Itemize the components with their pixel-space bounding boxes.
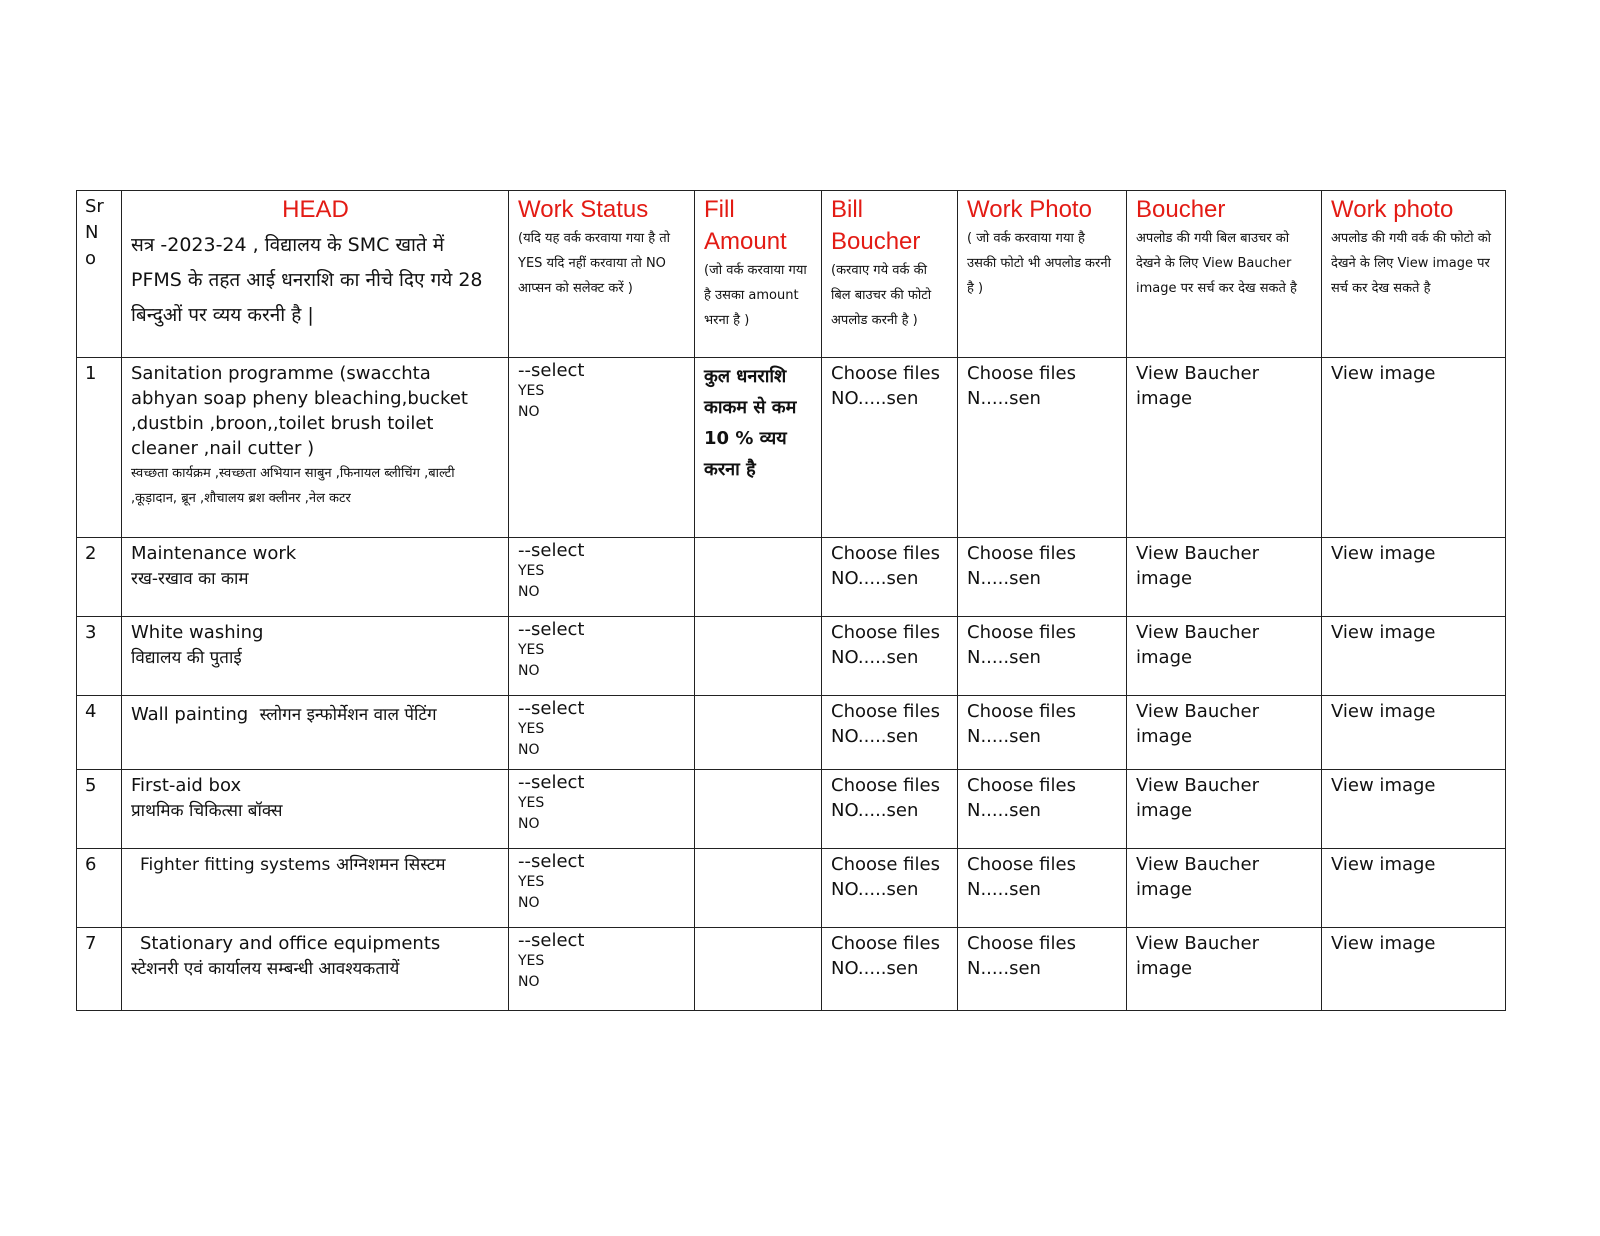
photo-upload[interactable] (958, 928, 1127, 1011)
no-file-label: N.....sen (967, 879, 1041, 900)
amount-cell[interactable] (695, 770, 822, 849)
choose-files-button[interactable]: Choose files (967, 854, 1076, 875)
head-title: HEAD (282, 196, 349, 223)
row-head (122, 928, 509, 1011)
fill-amount-header (695, 191, 822, 358)
view-baucher-cell (1127, 696, 1322, 770)
view-baucher-cell (1127, 928, 1322, 1011)
no-file-label: N.....sen (967, 568, 1041, 589)
work-status-select[interactable] (509, 696, 695, 770)
view-baucher-link[interactable]: View Baucher image (1136, 933, 1260, 979)
view-image-link[interactable]: View image (1331, 854, 1436, 875)
no-file-label: NO.....sen (831, 800, 919, 821)
bill-boucher-note: (करवाए गये वर्क की बिल बाउचर की फोटो अपलोड करनी है ) (831, 263, 932, 328)
row-head-en: Maintenance work (131, 543, 297, 564)
choose-files-button[interactable]: Choose files (831, 854, 940, 875)
view-photo-title: Work photo (1331, 196, 1454, 223)
photo-upload[interactable] (958, 617, 1127, 696)
view-image-link[interactable]: View image (1331, 701, 1436, 722)
choose-files-button[interactable]: Choose files (831, 622, 940, 643)
row-head (122, 617, 509, 696)
view-image-link[interactable]: View image (1331, 363, 1436, 384)
view-image-cell (1322, 928, 1506, 1011)
amount-cell[interactable] (695, 849, 822, 928)
option-no[interactable]: NO (518, 895, 540, 911)
photo-upload[interactable] (958, 849, 1127, 928)
amount-cell[interactable] (695, 538, 822, 617)
choose-files-button[interactable]: Choose files (831, 543, 940, 564)
row-sr: 2 (77, 538, 122, 617)
option-no[interactable]: NO (518, 663, 540, 679)
view-baucher-cell (1127, 538, 1322, 617)
row-sr: 5 (77, 770, 122, 849)
choose-files-button[interactable]: Choose files (831, 363, 940, 384)
view-baucher-cell (1127, 358, 1322, 538)
fill-amount-note: (जो वर्क करवाया गया है उसका amount भरना है ) (704, 263, 807, 328)
no-file-label: NO.....sen (831, 568, 919, 589)
option-no[interactable]: NO (518, 742, 540, 758)
row-head-en: Stationary and office equipments (140, 933, 441, 954)
option-yes[interactable]: YES (518, 383, 545, 399)
bill-boucher-title: Bill Boucher (831, 196, 921, 255)
table-row (77, 928, 1506, 1011)
view-baucher-link[interactable]: View Baucher image (1136, 363, 1260, 409)
row-sr: 7 (77, 928, 122, 1011)
row-head-hi: स्टेशनरी एवं कार्यालय सम्बन्धी आवश्यकतायें (131, 959, 400, 979)
choose-files-button[interactable]: Choose files (967, 701, 1076, 722)
no-file-label: NO.....sen (831, 388, 919, 409)
table-row (77, 538, 1506, 617)
row-head-en: Fighter fitting systems (140, 855, 331, 875)
view-image-link[interactable]: View image (1331, 543, 1436, 564)
row-head-hi: अग्निशमन सिस्टम (336, 855, 446, 875)
option-no[interactable]: NO (518, 584, 540, 600)
view-baucher-cell (1127, 770, 1322, 849)
photo-upload[interactable] (958, 538, 1127, 617)
option-yes[interactable]: YES (518, 642, 545, 658)
option-yes[interactable]: YES (518, 953, 545, 969)
work-status-select[interactable] (509, 849, 695, 928)
amount-cell[interactable] (695, 696, 822, 770)
select-placeholder[interactable]: --select (518, 360, 585, 381)
option-no[interactable]: NO (518, 404, 540, 420)
photo-upload[interactable] (958, 770, 1127, 849)
photo-upload[interactable] (958, 358, 1127, 538)
work-photo-title: Work Photo (967, 196, 1092, 223)
bill-upload[interactable] (822, 770, 958, 849)
work-photo-header (958, 191, 1127, 358)
option-yes[interactable]: YES (518, 563, 545, 579)
row-head (122, 538, 509, 617)
sr-no-header: Sr N o (77, 191, 122, 358)
option-no[interactable]: NO (518, 974, 540, 990)
view-image-cell (1322, 617, 1506, 696)
work-status-title: Work Status (518, 196, 649, 223)
choose-files-button[interactable]: Choose files (831, 933, 940, 954)
view-image-cell (1322, 849, 1506, 928)
view-baucher-link[interactable]: View Baucher image (1136, 543, 1260, 589)
row-head-en: White washing (131, 622, 264, 643)
table-row (77, 358, 1506, 538)
row-head (122, 696, 509, 770)
row-head-en: Sanitation programme (swacchta abhyan soap pheny bleaching,bucket ,dustbin ,broon,,toilet brush toilet cleaner ,nail cutter ) (131, 363, 468, 459)
row-head-hi: विद्यालय की पुताई (131, 648, 242, 668)
choose-files-button[interactable]: Choose files (831, 701, 940, 722)
view-image-cell (1322, 696, 1506, 770)
choose-files-button[interactable]: Choose files (967, 775, 1076, 796)
row-head (122, 770, 509, 849)
work-status-select[interactable] (509, 358, 695, 538)
head-description: सत्र -2023-24 , विद्यालय के SMC खाते में PFMS के तहत आई धनराशि का नीचे दिए गये 28 बिन्दुओं पर व्यय करनी है | (131, 234, 483, 326)
view-baucher-link[interactable]: View Baucher image (1136, 622, 1260, 668)
work-status-select[interactable] (509, 770, 695, 849)
bill-upload[interactable] (822, 849, 958, 928)
works-table (76, 190, 1506, 1011)
no-file-label: NO.....sen (831, 647, 919, 668)
row-head (122, 358, 509, 538)
no-file-label: N.....sen (967, 647, 1041, 668)
select-placeholder[interactable]: --select (518, 540, 585, 561)
table-row (77, 696, 1506, 770)
no-file-label: N.....sen (967, 388, 1041, 409)
table-row (77, 770, 1506, 849)
option-yes[interactable]: YES (518, 795, 545, 811)
choose-files-button[interactable]: Choose files (967, 363, 1076, 384)
amount-cell[interactable] (695, 358, 822, 538)
row-head-en: First-aid box (131, 775, 242, 796)
select-placeholder[interactable]: --select (518, 930, 585, 951)
table-row (77, 617, 1506, 696)
photo-upload[interactable] (958, 696, 1127, 770)
no-file-label: NO.....sen (831, 958, 919, 979)
choose-files-button[interactable]: Choose files (831, 775, 940, 796)
select-placeholder[interactable]: --select (518, 851, 585, 872)
header-row (77, 191, 1506, 358)
head-header (122, 191, 509, 358)
no-file-label: N.....sen (967, 800, 1041, 821)
work-status-select[interactable] (509, 928, 695, 1011)
select-placeholder[interactable]: --select (518, 772, 585, 793)
boucher-title: Boucher (1136, 196, 1226, 223)
view-baucher-cell (1127, 849, 1322, 928)
row-sr: 4 (77, 696, 122, 770)
no-file-label: N.....sen (967, 726, 1041, 747)
work-status-header (509, 191, 695, 358)
no-file-label: N.....sen (967, 958, 1041, 979)
row-head (122, 849, 509, 928)
row-sr: 6 (77, 849, 122, 928)
option-no[interactable]: NO (518, 816, 540, 832)
option-yes[interactable]: YES (518, 721, 545, 737)
view-baucher-cell (1127, 617, 1322, 696)
bill-upload[interactable] (822, 538, 958, 617)
bill-boucher-header (822, 191, 958, 358)
view-image-cell (1322, 770, 1506, 849)
view-baucher-link[interactable]: View Baucher image (1136, 775, 1260, 821)
bill-upload[interactable] (822, 928, 958, 1011)
option-yes[interactable]: YES (518, 874, 545, 890)
view-image-cell (1322, 358, 1506, 538)
work-photo-note: ( जो वर्क करवाया गया है उसकी फोटो भी अपलोड करनी है ) (967, 231, 1111, 296)
fill-amount-title: Fill Amount (704, 196, 787, 255)
work-status-select[interactable] (509, 538, 695, 617)
boucher-header (1127, 191, 1322, 358)
work-status-note: (यदि यह वर्क करवाया गया है तो YES यदि नहीं करवाया तो NO आप्सन को सलेक्ट करें ) (518, 231, 671, 296)
row-head-hi: प्राथमिक चिकित्सा बॉक्स (131, 801, 283, 821)
table-row (77, 849, 1506, 928)
amount-note: कुल धनराशि काकम से कम 10 % व्यय करना है (704, 366, 797, 480)
view-photo-header (1322, 191, 1506, 358)
view-image-link[interactable]: View image (1331, 622, 1436, 643)
bill-upload[interactable] (822, 696, 958, 770)
amount-cell[interactable] (695, 928, 822, 1011)
no-file-label: NO.....sen (831, 726, 919, 747)
select-placeholder[interactable]: --select (518, 698, 585, 719)
view-baucher-link[interactable]: View Baucher image (1136, 854, 1260, 900)
view-image-link[interactable]: View image (1331, 775, 1436, 796)
row-head-hi: रख-रखाव का काम (131, 569, 249, 589)
view-photo-note: अपलोड की गयी वर्क की फोटो को देखने के लिए View image पर सर्च कर देख सकते है (1331, 231, 1492, 296)
bill-upload[interactable] (822, 358, 958, 538)
work-status-select[interactable] (509, 617, 695, 696)
row-head-en: Wall painting (131, 704, 249, 725)
bill-upload[interactable] (822, 617, 958, 696)
select-placeholder[interactable]: --select (518, 619, 585, 640)
no-file-label: NO.....sen (831, 879, 919, 900)
row-head-hi: स्वच्छता कार्यक्रम ,स्वच्छता अभियान साबुन ,फिनायल ब्लीचिंग ,बाल्टी ,कूड़ादान, ब्रून ,शौचालय ब्रश क्लीनर ,नेल कटर (131, 466, 455, 506)
boucher-note: अपलोड की गयी बिल बाउचर को देखने के लिए View Baucher image पर सर्च कर देख सकते है (1136, 231, 1297, 296)
choose-files-button[interactable]: Choose files (967, 543, 1076, 564)
choose-files-button[interactable]: Choose files (967, 622, 1076, 643)
view-image-cell (1322, 538, 1506, 617)
row-head-hi: स्लोगन इन्फोर्मेशन वाल पेंटिंग (259, 705, 437, 725)
view-baucher-link[interactable]: View Baucher image (1136, 701, 1260, 747)
view-image-link[interactable]: View image (1331, 933, 1436, 954)
amount-cell[interactable] (695, 617, 822, 696)
row-sr: 1 (77, 358, 122, 538)
choose-files-button[interactable]: Choose files (967, 933, 1076, 954)
row-sr: 3 (77, 617, 122, 696)
